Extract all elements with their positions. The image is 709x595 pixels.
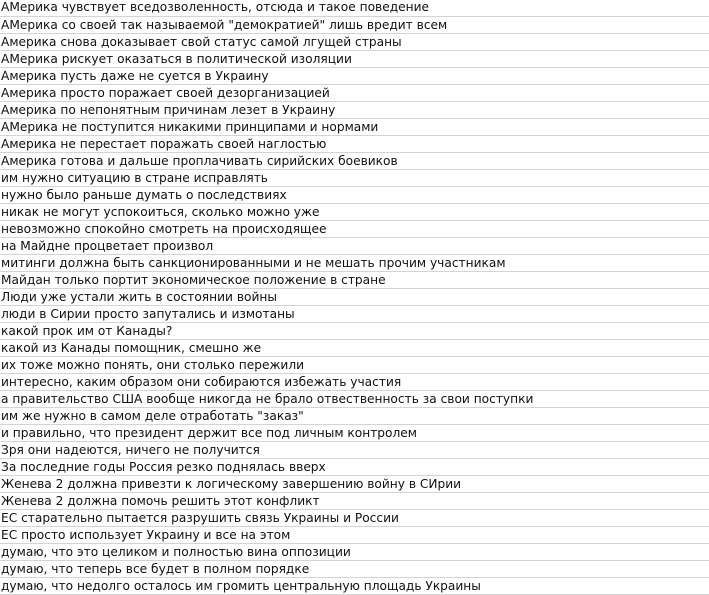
list-row[interactable]: Люди уже устали жить в состоянии войны <box>0 289 709 306</box>
list-row[interactable]: АМерика рискует оказаться в политической изоляции <box>0 51 709 68</box>
list-row[interactable]: на Майдне процветает произвол <box>0 238 709 255</box>
list-row[interactable]: Женева 2 должна помочь решить этот конфликт <box>0 493 709 510</box>
list-row[interactable]: никак не могут успокоиться, сколько можно уже <box>0 204 709 221</box>
list-row[interactable]: митинги должна быть санкционированными и не мешать прочим участникам <box>0 255 709 272</box>
list-row[interactable]: ЕС старательно пытается разрушить связь Украины и России <box>0 510 709 527</box>
list-row[interactable]: Америка просто поражает своей дезорганизацией <box>0 85 709 102</box>
list-row[interactable]: За последние годы Россия резко поднялась вверх <box>0 459 709 476</box>
list-row[interactable]: думаю, что недолго осталось им громить центральную площадь Украины <box>0 578 709 595</box>
list-row[interactable]: АМерика со своей так называемой "демократией" лишь вредит всем <box>0 17 709 34</box>
list-row[interactable]: Америка пусть даже не суется в Украину <box>0 68 709 85</box>
list-row[interactable]: и правильно, что президент держит все под личным контролем <box>0 425 709 442</box>
list-row[interactable]: АМерика чувствует вседозволенность, отсюда и такое поведение <box>0 0 709 17</box>
list-row[interactable]: невозможно спокойно смотреть на происходящее <box>0 221 709 238</box>
list-row[interactable]: люди в Сирии просто запутались и измотаны <box>0 306 709 323</box>
list-row[interactable]: Майдан только портит экономическое положение в стране <box>0 272 709 289</box>
list-row[interactable]: а правительство США вообще никогда не брало отвественность за свои поступки <box>0 391 709 408</box>
list-row[interactable]: думаю, что теперь все будет в полном порядке <box>0 561 709 578</box>
list-row[interactable]: Америка не перестает поражать своей наглостью <box>0 136 709 153</box>
list-row[interactable]: интересно, каким образом они собираются избежать участия <box>0 374 709 391</box>
list-row[interactable]: нужно было раньше думать о последствиях <box>0 187 709 204</box>
list-row[interactable]: ЕС просто использует Украину и все на этом <box>0 527 709 544</box>
list-row[interactable]: какой прок им от Канады? <box>0 323 709 340</box>
list-row[interactable]: их тоже можно понять, они столько пережили <box>0 357 709 374</box>
list-row[interactable]: им же нужно в самом деле отработать "заказ" <box>0 408 709 425</box>
list-row[interactable]: Америка снова доказывает свой статус самой лгущей страны <box>0 34 709 51</box>
list-row[interactable]: им нужно ситуацию в стране исправлять <box>0 170 709 187</box>
list-row[interactable]: Женева 2 должна привезти к логическому завершению войну в СИрии <box>0 476 709 493</box>
list-row[interactable]: какой из Канады помощник, смешно же <box>0 340 709 357</box>
list-row[interactable]: Зря они надеются, ничего не получится <box>0 442 709 459</box>
list-row[interactable]: Америка по непонятным причинам лезет в Украину <box>0 102 709 119</box>
list-row[interactable]: Америка готова и дальше проплачивать сирийских боевиков <box>0 153 709 170</box>
list-row[interactable]: АМерика не поступится никакими принципами и нормами <box>0 119 709 136</box>
list-row[interactable]: думаю, что это целиком и полностью вина оппозиции <box>0 544 709 561</box>
